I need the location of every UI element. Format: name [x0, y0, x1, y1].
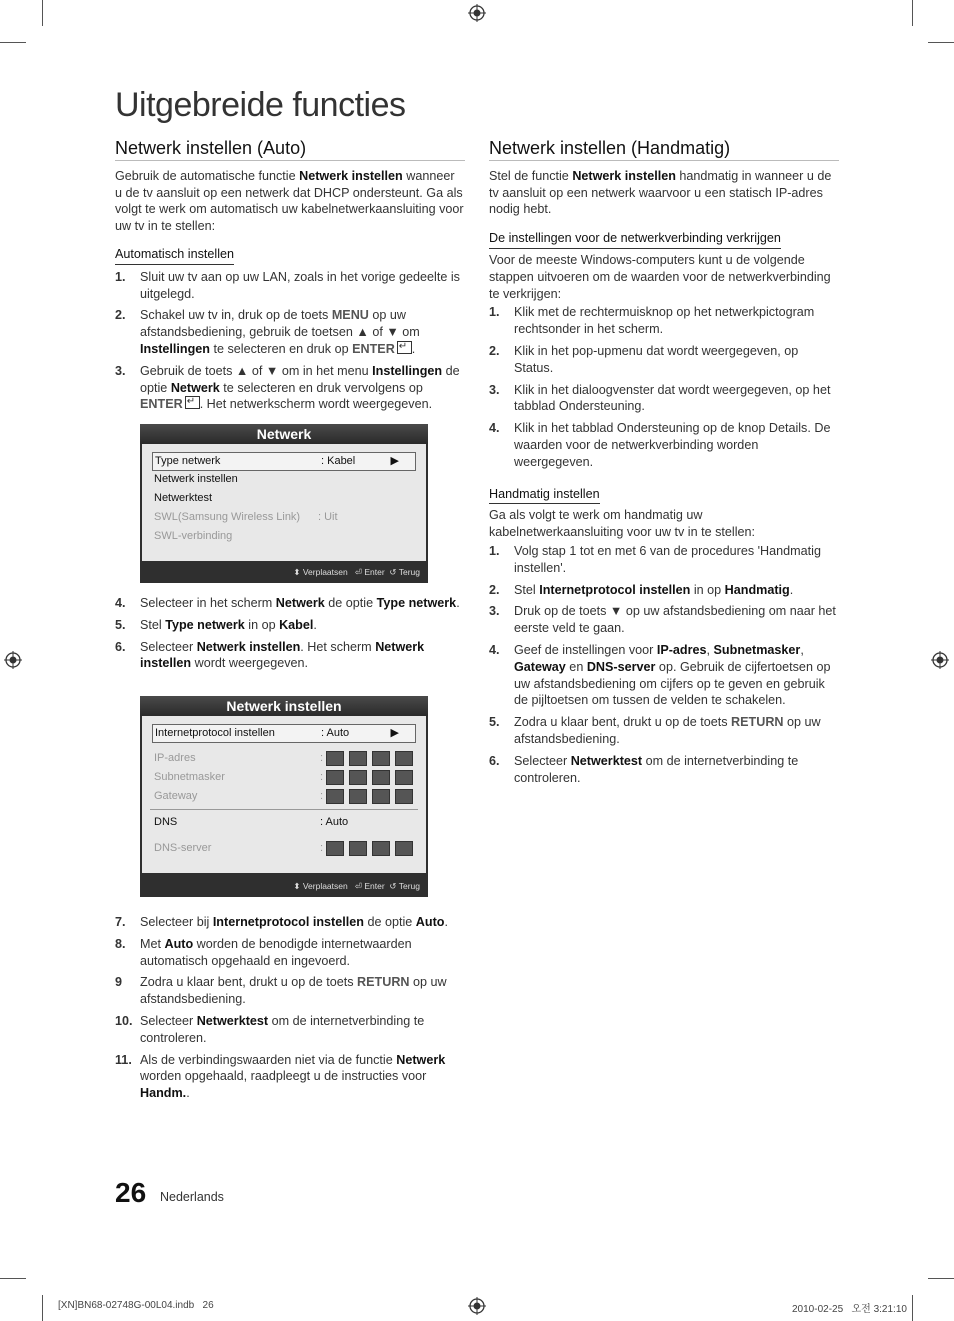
page-number: 26: [115, 1177, 147, 1208]
registration-mark-icon: [468, 4, 486, 22]
menu-row-swl: [154, 508, 416, 527]
row-label: SWL(Samsung Wireless Link): [154, 511, 301, 523]
row-label: Internetprotocol instellen: [155, 727, 275, 739]
step-number: 6.: [115, 639, 126, 654]
row-label: DNS: [154, 816, 178, 828]
octet-field: [349, 770, 367, 785]
sub-heading: Handmatig instellen: [489, 486, 600, 505]
footer-move: Verplaatsen: [302, 567, 348, 577]
row-label: DNS-server: [154, 842, 212, 854]
step-text: Stel Internetprotocol instellen in op Handmatig.: [514, 582, 794, 597]
up-down-icon: ⬍: [293, 881, 301, 891]
row-value: :: [320, 842, 324, 854]
tv-menu-netwerk: [140, 424, 428, 583]
row-value: :: [320, 771, 324, 783]
octet-field: [372, 841, 390, 856]
enter-icon: ⏎: [354, 567, 362, 577]
step-text: Met Auto worden de benodigde internetwaarden automatisch opgehaald en ingevoerd.: [140, 936, 412, 968]
menu-row-netwerk-instellen[interactable]: [154, 470, 416, 489]
octet-field: [372, 789, 390, 804]
step-list: [489, 543, 839, 786]
row-label: IP-adres: [154, 752, 196, 764]
step-list: [489, 304, 839, 470]
bold-text: Netwerk instellen: [299, 168, 403, 183]
list-item: [489, 582, 839, 599]
footer-back: Terug: [398, 567, 420, 577]
row-value: :: [320, 752, 324, 764]
list-item: [115, 1013, 465, 1047]
menu-footer: [293, 881, 420, 892]
step-number: 2.: [489, 343, 500, 358]
list-item: [489, 603, 839, 637]
step-text: Geef de instellingen voor IP-adres, Subnetmasker, Gateway en DNS-server op. Gebruik de cijfertoetsen op uw afstandsbediening om cijfers op te geven en gebruik de pijltoetsen om tussen de velden te schakelen.: [514, 642, 831, 708]
list-item: [115, 307, 465, 357]
footer-enter: Enter: [364, 567, 385, 577]
row-value: : Kabel: [321, 455, 356, 467]
crop-mark: [0, 42, 26, 43]
crop-mark: [928, 1278, 954, 1279]
section-heading: Netwerk instellen (Handmatig): [489, 140, 839, 161]
left-column-continued: [115, 595, 465, 672]
row-value: : Uit: [318, 511, 338, 523]
step-number: 1.: [489, 543, 500, 558]
list-item: [115, 936, 465, 970]
footer-enter: Enter: [364, 881, 385, 891]
list-item: [489, 343, 839, 377]
row-label: Netwerktest: [154, 492, 213, 504]
right-column: [489, 140, 839, 786]
bold-text: Netwerk instellen: [572, 168, 676, 183]
menu-row-ip-adres: [154, 749, 416, 768]
step-text: Klik met de rechtermuisknop op het netwerkpictogram rechtsonder in het scherm.: [514, 305, 815, 337]
menu-row-gateway: [154, 787, 416, 806]
menu-row-internetprotocol[interactable]: [152, 724, 416, 743]
octet-field: [395, 841, 413, 856]
step-text: Schakel uw tv in, druk op de toets MENU op uw afstandsbediening, gebruik de toetsen ▲ of ▼ om Instellingen te selecteren en druk op ENTER↵ .: [140, 308, 420, 356]
octet-field: [395, 751, 413, 766]
step-number: 3.: [115, 363, 126, 378]
intro-paragraph: [489, 168, 839, 218]
list-item: [489, 420, 839, 470]
list-item: [489, 714, 839, 748]
menu-title: Netwerk instellen: [140, 696, 428, 716]
menu-row-type-netwerk[interactable]: [152, 452, 416, 471]
row-label: Netwerk instellen: [154, 473, 238, 485]
step-number: 3.: [489, 604, 500, 619]
octet-field: [349, 789, 367, 804]
step-text: Klik in het dialoogvenster dat wordt weergegeven, op het tabblad Ondersteuning.: [514, 382, 831, 414]
return-icon: ↺: [389, 881, 397, 891]
list-item: [115, 974, 465, 1008]
language-label: Nederlands: [160, 1190, 224, 1204]
octet-field: [349, 841, 367, 856]
step-number: 11.: [115, 1052, 132, 1067]
step-text: Stel Type netwerk in op Kabel.: [140, 617, 317, 632]
step-text: Klik in het tabblad Ondersteuning op de knop Details. De waarden voor de netwerkverbinding worden weergegeven.: [514, 421, 831, 469]
step-text: Als de verbindingswaarden niet via de functie Netwerk worden opgehaald, raadpleegt u de instructies voor Handm..: [140, 1052, 446, 1101]
octet-field: [326, 770, 344, 785]
step-number: 4.: [115, 596, 126, 610]
step-number: 6.: [489, 753, 500, 768]
sub-heading: De instellingen voor de netwerkverbinding verkrijgen: [489, 230, 781, 249]
text: wanneer u de tv aansluit op een netwerk dat DHCP ondersteunt. Ga als volgt te werk om automatisch uw kabelnetwerkaansluiting voor uw tv in te stellen:: [115, 168, 464, 234]
row-label: Gateway: [154, 790, 198, 802]
step-number: 1.: [489, 305, 500, 320]
list-item: [115, 363, 465, 413]
step-number: 2.: [115, 308, 126, 323]
list-item: [489, 382, 839, 416]
crop-mark: [912, 1295, 913, 1321]
crop-mark: [42, 0, 43, 26]
left-column: [115, 140, 465, 413]
step-number: 5.: [489, 715, 500, 730]
step-number: 10.: [115, 1013, 133, 1028]
section-heading: Netwerk instellen (Auto): [115, 140, 465, 161]
menu-title: Netwerk: [140, 424, 428, 444]
crop-mark: [42, 1295, 43, 1321]
arrow-right-icon: ▶: [390, 727, 399, 739]
menu-row-netwerktest[interactable]: [154, 489, 416, 508]
menu-row-dns-server: [154, 839, 416, 858]
octet-field: [395, 770, 413, 785]
paragraph: Ga als volgt te werk om handmatig uw kabelnetwerkaansluiting voor uw tv in te stellen:: [489, 508, 756, 540]
menu-footer: [293, 567, 420, 578]
registration-mark-icon: [468, 1297, 486, 1315]
list-item: [489, 753, 839, 787]
text: Stel de functie: [489, 168, 573, 183]
octet-field: [372, 751, 390, 766]
return-icon: ↺: [389, 567, 397, 577]
step-text: Volg stap 1 tot en met 6 van de procedures 'Handmatig instellen'.: [514, 543, 821, 575]
step-text: Selecteer bij Internetprotocol instellen de optie Auto.: [140, 915, 448, 929]
tv-menu-netwerk-instellen: [140, 696, 428, 897]
text: Gebruik de automatische functie: [115, 168, 300, 183]
crop-mark: [928, 42, 954, 43]
octet-field: [326, 789, 344, 804]
step-number: 3.: [489, 382, 500, 397]
octet-field: [326, 751, 344, 766]
list-item: [489, 642, 839, 709]
step-number: 5.: [115, 617, 126, 632]
list-item: [489, 304, 839, 338]
step-text: Zodra u klaar bent, drukt u op de toets RETURN op uw afstandsbediening.: [514, 715, 821, 746]
up-down-icon: ⬍: [293, 567, 301, 577]
sub-heading: Automatisch instellen: [115, 246, 234, 265]
menu-row-dns[interactable]: [154, 813, 416, 832]
paragraph: Voor de meeste Windows-computers kunt u de volgende stappen uitvoeren om de waarden voor de netwerkverbinding te verkrijgen:: [489, 252, 831, 301]
step-number: 9: [115, 975, 123, 990]
crop-mark: [0, 1278, 26, 1279]
step-list: [115, 269, 465, 413]
footer-back: Terug: [398, 881, 420, 891]
text: handmatig in wanneer u de tv aansluit op een netwerk waarvoor u een statisch IP-adres nodig hebt.: [489, 168, 832, 217]
step-number: 8.: [115, 936, 126, 951]
left-column-continued-2: [115, 914, 465, 1102]
step-number: 4.: [489, 421, 500, 436]
step-text: Druk op de toets ▼ op uw afstandsbediening om naar het eerste veld te gaan.: [514, 604, 836, 636]
intro-paragraph: [115, 168, 465, 235]
menu-row-subnetmasker: [154, 768, 416, 787]
print-timestamp: 2010-02-25 오전 3:21:10: [792, 1304, 907, 1315]
row-value: : Auto: [320, 816, 349, 828]
list-item: [115, 639, 465, 673]
file-info: [XN]BN68-02748G-00L04.indb 26: [58, 1300, 214, 1311]
step-number: 7.: [115, 915, 126, 929]
divider: [150, 809, 418, 810]
step-text: Gebruik de toets ▲ of ▼ om in het menu Instellingen de optie Netwerk te selecteren en druk vervolgens op ENTER↵ . Het netwerkscherm wordt weergegeven.: [140, 364, 460, 412]
octet-field: [326, 841, 344, 856]
arrow-right-icon: ▶: [390, 455, 399, 467]
row-label: SWL-verbinding: [154, 530, 233, 542]
step-text: Selecteer Netwerktest om de internetverbinding te controleren.: [514, 753, 799, 785]
list-item: [115, 595, 465, 612]
step-text: Klik in het pop-upmenu dat wordt weergegeven, op Status.: [514, 343, 799, 375]
step-number: 4.: [489, 642, 500, 657]
row-value: :: [320, 790, 324, 802]
step-text: Sluit uw tv aan op uw LAN, zoals in het vorige gedeelte is uitgelegd.: [140, 269, 460, 301]
octet-field: [372, 770, 390, 785]
list-item: [115, 1052, 465, 1102]
list-item: [115, 617, 465, 634]
page-title: Uitgebreide functies: [115, 86, 406, 124]
step-text: Selecteer Netwerktest om de internetverbinding te controleren.: [140, 1013, 425, 1045]
footer-move: Verplaatsen: [302, 881, 348, 891]
row-value: : Auto: [321, 727, 350, 739]
row-label: Subnetmasker: [154, 771, 225, 783]
registration-mark-icon: [931, 651, 949, 669]
list-item: [489, 543, 839, 577]
menu-row-swl-verbinding: [154, 527, 416, 546]
octet-field: [349, 751, 367, 766]
step-number: 2.: [489, 582, 500, 597]
step-text: Zodra u klaar bent, drukt u op de toets RETURN op uw afstandsbediening.: [140, 975, 447, 1007]
list-item: [115, 914, 465, 931]
list-item: [115, 269, 465, 303]
octet-field: [395, 789, 413, 804]
crop-mark: [912, 0, 913, 26]
step-text: Selecteer in het scherm Netwerk de optie Type netwerk.: [140, 596, 460, 610]
row-label: Type netwerk: [155, 455, 221, 467]
step-number: 1.: [115, 269, 126, 284]
enter-icon: ⏎: [354, 881, 362, 891]
step-text: Selecteer Netwerk instellen. Het scherm Netwerk instellen wordt weergegeven.: [140, 639, 425, 671]
registration-mark-icon: [4, 651, 22, 669]
